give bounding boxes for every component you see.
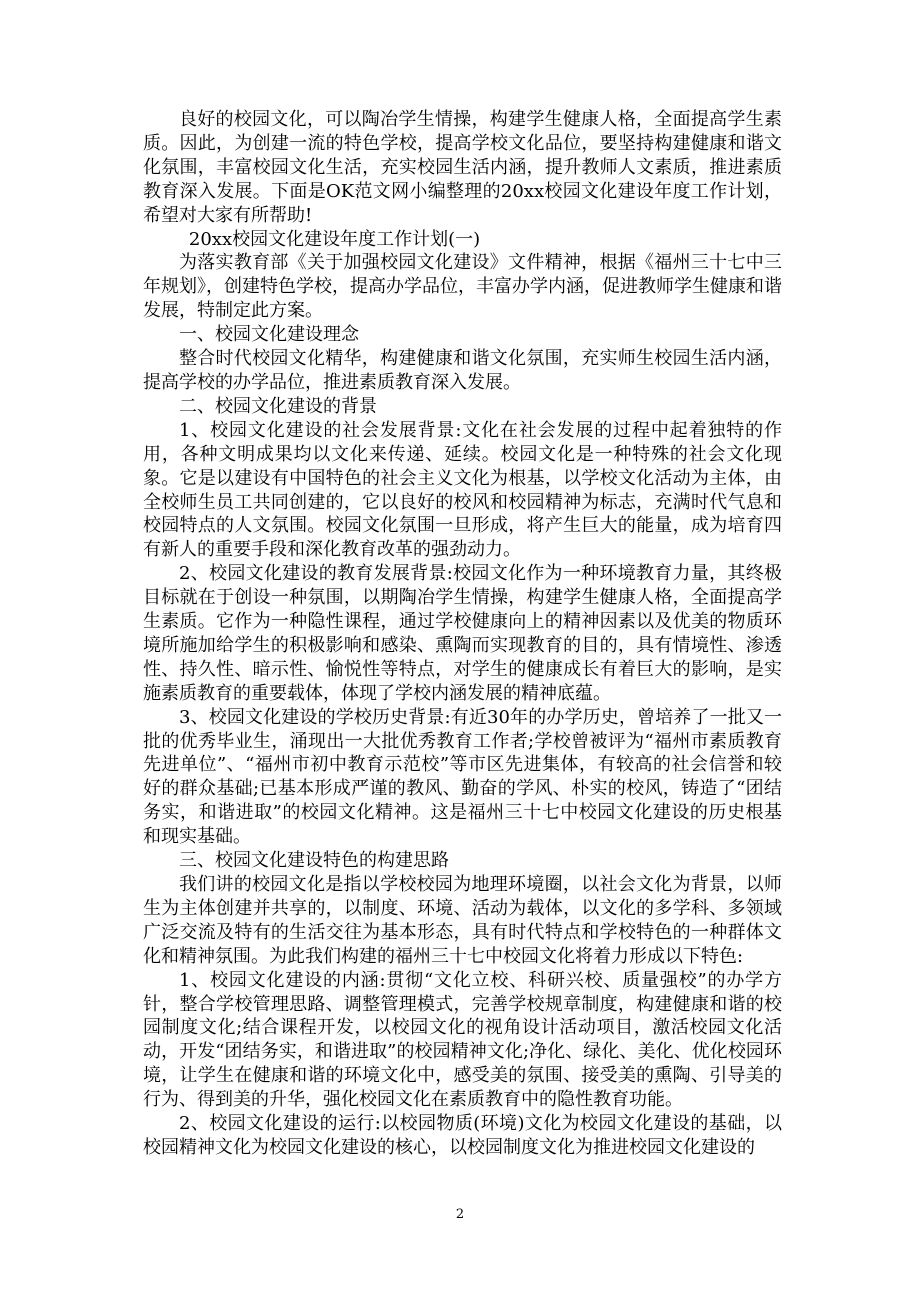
- operation-paragraph: 2、校园文化建设的运行:以校园物质(环境)文化为校园文化建设的基础，以校园精神文化为校园文化建设的核心，以校园制度文化为推进校园文化建设的: [143, 1113, 782, 1158]
- page-number: 2: [455, 1207, 465, 1222]
- education-background-paragraph: 2、校园文化建设的教育发展背景:校园文化作为一种环境教育力量，其终极目标就在于创设一种氛围，以期陶冶学生情操，构建学生健康人格，全面提高学生素质。它作为一种隐性课程，通过学校健康向上的精神因素以及优美的物质环境所施加给学生的积极影响和感染、熏陶而实现教育的目的，具有情境性、渗透性、持久性、暗示性、愉悦性等特点，对学生的健康成长有着巨大的影响，是实施素质教育的重要载体，体现了学校内涵发展的精神底蕴。: [143, 563, 782, 704]
- document-body: [143, 108, 782, 1160]
- intro-paragraph: 良好的校园文化，可以陶冶学生情操，构建学生健康人格，全面提高学生素质。因此，为创建一流的特色学校，提高学校文化品位，要坚持构建健康和谐文化氛围，丰富校园文化生活，充实校园生活内涵，提升教师人文素质，推进素质教育深入发展。下面是OK范文网小编整理的20xx校园文化建设年度工作计划，希望对大家有所帮助!: [143, 109, 782, 226]
- plan-title: 20xx校园文化建设年度工作计划(一): [188, 228, 481, 250]
- concept-paragraph: 整合时代校园文化精华，构建健康和谐文化氛围，充实师生校园生活内涵，提高学校的办学品位，推进素质教育深入发展。: [143, 348, 782, 393]
- connotation-paragraph: 1、校园文化建设的内涵:贯彻“文化立校、科研兴校、质量强校”的办学方针，整合学校管理思路、调整管理模式，完善学校规章制度，构建健康和谐的校园制度文化;结合课程开发，以校园文化的视角设计活动项目，激活校园文化活动，开发“团结务实，和谐进取”的校园精神文化;净化、绿化、美化、优化校园环境，让学生在健康和谐的环境文化中，感受美的氛围、接受美的熏陶、引导美的行为、得到美的升华，强化校园文化在素质教育中的隐性教育功能。: [143, 969, 782, 1111]
- history-background-paragraph: 3、校园文化建设的学校历史背景:有近30年的办学历史，曾培养了一批又一批的优秀毕业生，涌现出一大批优秀教育工作者;学校曾被评为“福州市素质教育先进单位”、“福州市初中教育示范校”等市区先进集体，有较高的社会信誉和较好的群众基础;已基本形成严谨的教风、勤奋的学风、朴实的校风，铸造了“团结务实，和谐进取”的校园文化精神。这是福州三十七中校园文化建设的历史根基和现实基础。: [143, 706, 782, 848]
- social-background-paragraph: 1、校园文化建设的社会发展背景:文化在社会发展的过程中起着独特的作用，各种文明成果均以文化来传递、延续。校园文化是一种特殊的社会文化现象。它是以建设有中国特色的社会主义文化为根基，以学校文化活动为主体，由全校师生员工共同创建的，它以良好的校风和校园精神为标志，充满时代气息和校园特点的人文氛围。校园文化氛围一旦形成，将产生巨大的能量，成为培育四有新人的重要手段和深化教育改革的强劲动力。: [143, 419, 782, 561]
- section-heading-3: 三、校园文化建设特色的构建思路: [179, 850, 449, 872]
- definition-paragraph: 我们讲的校园文化是指以学校校园为地理环境圈，以社会文化为背景，以师生为主体创建并共享的，以制度、环境、活动为载体，以文化的多学科、多领域广泛交流及特有的生活交往为基本形态，具有时代特点和学校特色的一种群体文化和精神氛围。为此我们构建的福州三十七中校园文化将着力形成以下特色:: [143, 874, 782, 967]
- section-heading-2: 二、校园文化建设的背景: [179, 395, 377, 417]
- section-heading-1: 一、校园文化建设理念: [179, 324, 359, 346]
- purpose-paragraph: 为落实教育部《关于加强校园文化建设》文件精神，根据《福州三十七中三年规划》，创建特色学校，提高办学品位，丰富办学内涵，促进教师学生健康和谐发展，特制定此方案。: [143, 252, 782, 322]
